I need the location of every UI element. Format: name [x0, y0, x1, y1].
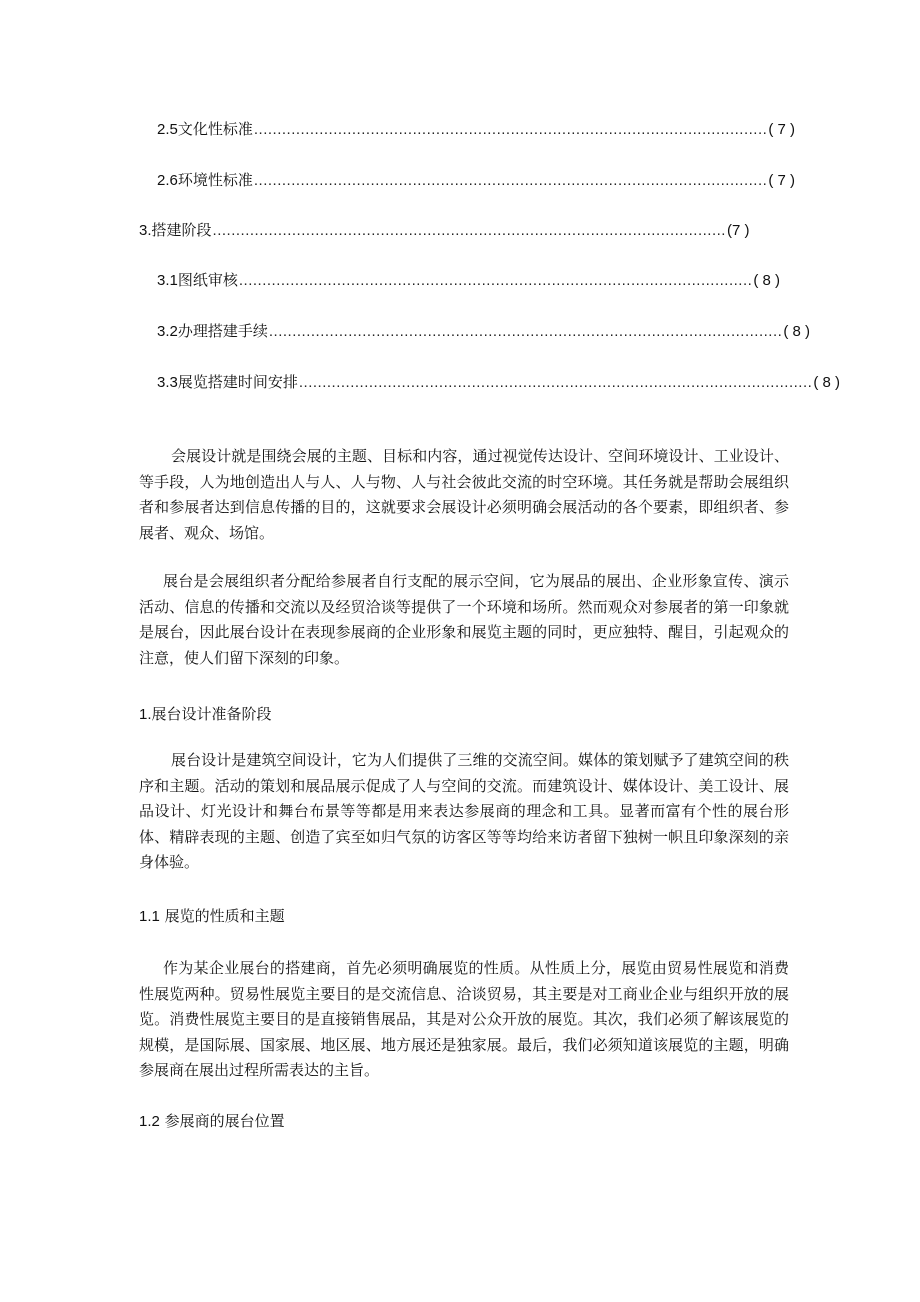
- toc-entry-page: ( 8 ): [813, 374, 840, 391]
- toc-entry-page: ( 7 ): [768, 172, 795, 189]
- toc-entry-number: 3.: [139, 222, 152, 239]
- toc-leader-dots: ..............................................................................................................: [298, 374, 813, 391]
- toc-entry-page: ( 8 ): [783, 323, 810, 340]
- toc-entry-page: ( 8 ): [753, 272, 780, 289]
- toc-entry[interactable]: [139, 219, 750, 241]
- toc-entry-title: 图纸审核: [177, 271, 238, 289]
- toc-entry-number: 2.5: [157, 121, 178, 138]
- section-heading-title: 展览的性质和主题: [164, 907, 285, 925]
- toc-entry-number: 3.2: [157, 323, 178, 340]
- section-heading-number: 1.1: [139, 908, 160, 925]
- toc-entry-number: 3.3: [157, 374, 178, 391]
- paragraph-section-1: 展台设计是建筑空间设计，它为人们提供了三维的交流空间。媒体的策划赋予了建筑空间的秩序和主题。活动的策划和展品展示促成了人与空间的交流。而建筑设计、媒体设计、美工设计、展品设计、灯光设计和舞台布景等等都是用来表达参展商的理念和工具。显著而富有个性的展台形体、精辟表现的主题、创造了宾至如归气氛的访客区等等均给来访者留下独树一帜且印象深刻的亲身体验。: [139, 751, 789, 871]
- section-heading: [139, 703, 272, 726]
- toc-entry-page: (7 ): [726, 222, 750, 239]
- toc-entry[interactable]: [157, 269, 780, 291]
- section-heading-number: 1.2: [139, 1113, 160, 1130]
- section-heading-number: 1.: [139, 706, 152, 723]
- toc-entry-number: 3.1: [157, 272, 178, 289]
- toc-entry-number: 2.6: [157, 172, 178, 189]
- toc-entry-title: 环境性标准: [177, 171, 253, 189]
- toc-entry[interactable]: [157, 371, 840, 393]
- toc-entry[interactable]: [157, 118, 795, 140]
- toc-leader-dots: ..............................................................................................................: [253, 172, 768, 189]
- toc-entry-title: 办理搭建手续: [177, 322, 268, 340]
- toc-leader-dots: ..............................................................................................................: [212, 222, 726, 239]
- toc-entry-title: 搭建阶段: [151, 221, 212, 239]
- toc-leader-dots: ..............................................................................................................: [268, 323, 783, 340]
- paragraph-section-1-1: 作为某企业展台的搭建商，首先必须明确展览的性质。从性质上分，展览由贸易性展览和消费性展览两种。贸易性展览主要目的是交流信息、洽谈贸易，其主要是对工商业企业与组织开放的展览。消费性展览主要目的是直接销售展品，其是对公众开放的展览。其次，我们必须了解该展览的规模，是国际展、国家展、地区展、地方展还是独家展。最后，我们必须知道该展览的主题，明确参展商在展出过程所需表达的主旨。: [139, 959, 789, 1079]
- toc-entry-title: 文化性标准: [177, 120, 253, 138]
- paragraph-intro: 会展设计就是围绕会展的主题、目标和内容，通过视觉传达设计、空间环境设计、工业设计、等手段，人为地创造出人与人、人与物、人与社会彼此交流的时空环境。其任务就是帮助会展组织者和参展者达到信息传播的目的，这就要求会展设计必须明确会展活动的各个要素，即组织者、参展者、观众、场馆。: [139, 447, 789, 542]
- toc-entry-title: 展览搭建时间安排: [177, 373, 298, 391]
- toc-entry[interactable]: [157, 320, 810, 342]
- paragraph-booth: 展台是会展组织者分配给参展者自行支配的展示空间，它为展品的展出、企业形象宣传、演示活动、信息的传播和交流以及经贸洽谈等提供了一个环境和场所。然而观众对参展者的第一印象就是展台，因此展台设计在表现参展商的企业形象和展览主题的同时，更应独特、醒目，引起观众的注意，使人们留下深刻的印象。: [139, 572, 789, 667]
- toc-leader-dots: ..............................................................................................................: [238, 272, 753, 289]
- toc-entry[interactable]: [157, 169, 795, 191]
- section-heading: [139, 1110, 285, 1133]
- section-heading-title: 参展商的展台位置: [164, 1112, 285, 1130]
- toc-entry-page: ( 7 ): [768, 121, 795, 138]
- section-heading-title: 展台设计准备阶段: [151, 705, 272, 723]
- toc-leader-dots: ..............................................................................................................: [253, 121, 768, 138]
- section-heading: [139, 905, 285, 928]
